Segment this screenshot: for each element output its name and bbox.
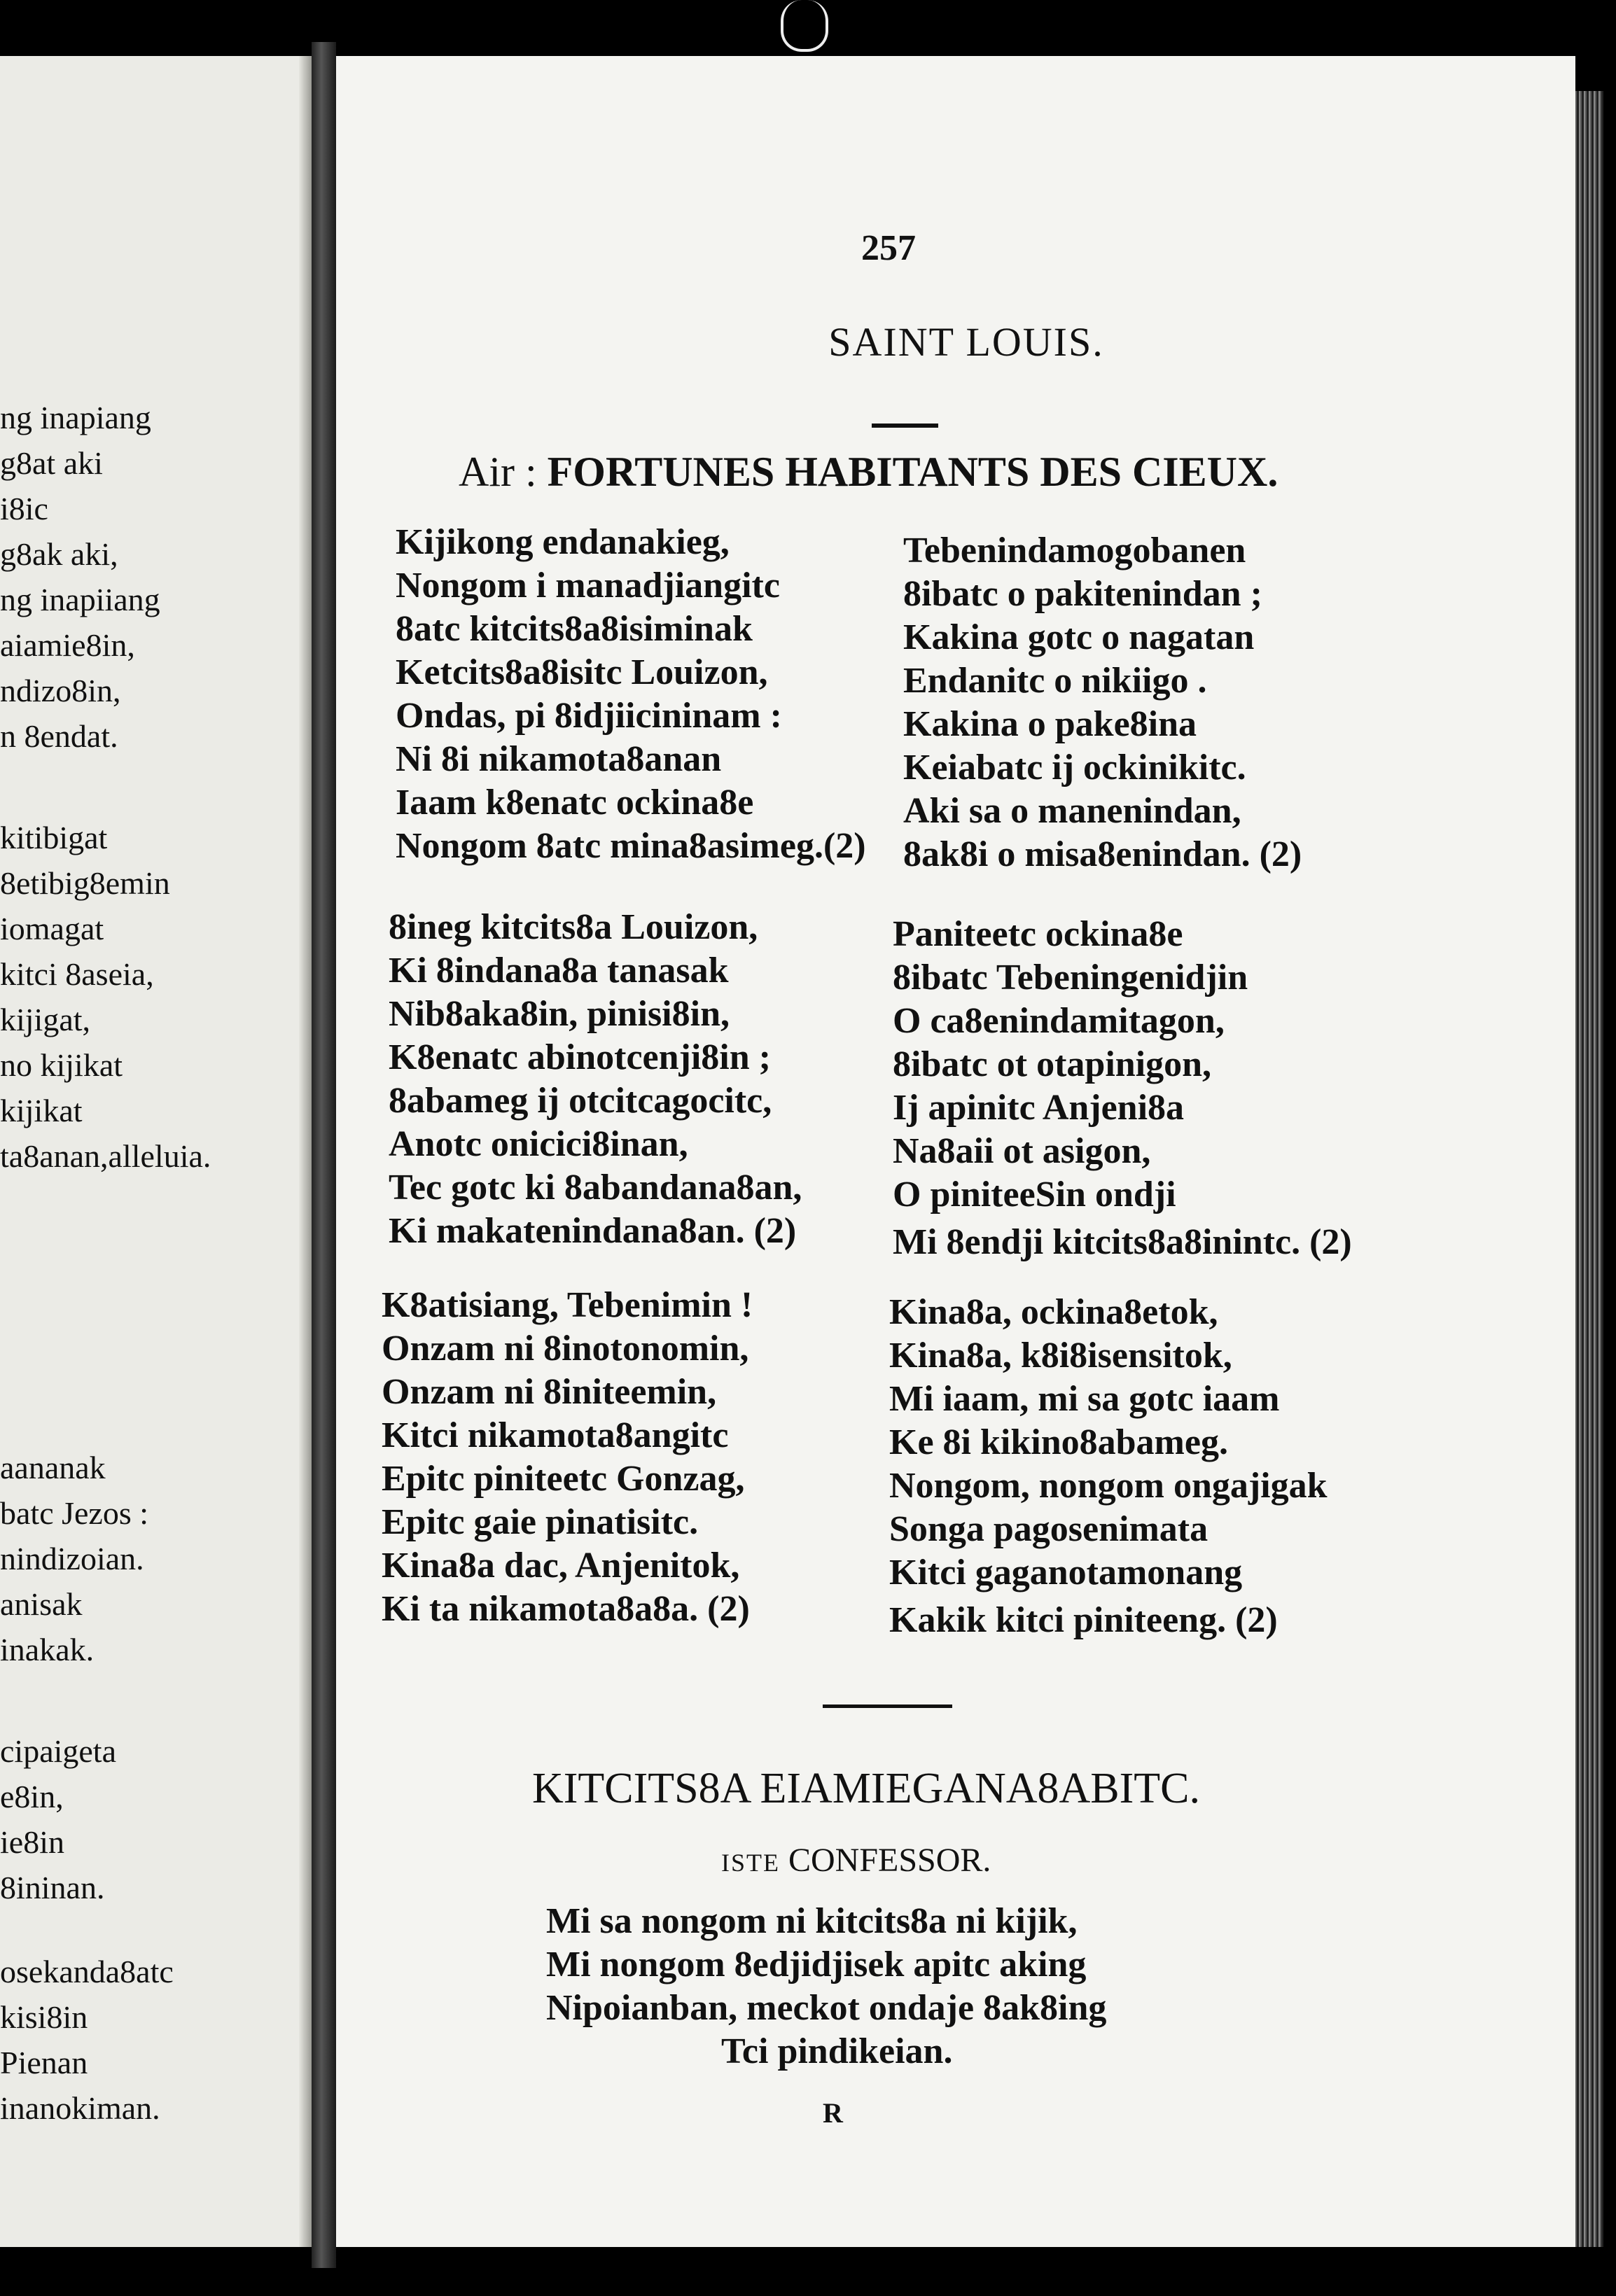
left-page-line: kitibigat bbox=[0, 820, 108, 855]
verse-line-left: Ki 8indana8a tanasak bbox=[389, 951, 729, 990]
verse-line-right: Ke 8i kikino8abameg. bbox=[889, 1422, 1228, 1462]
left-page-line: 8etibig8emin bbox=[0, 865, 170, 901]
verse-line-left: 8atc kitcits8a8isiminak bbox=[396, 609, 753, 649]
verse-line-left: Tec gotc ki 8abandana8an, bbox=[389, 1168, 802, 1208]
left-page-line: ng inapiang bbox=[0, 400, 151, 435]
left-page-line: kitci 8aseia, bbox=[0, 956, 154, 992]
subheading-text: CONFESSOR. bbox=[788, 1842, 991, 1879]
verse-line-left: Nongom i manadjiangitc bbox=[396, 566, 780, 606]
left-page-line: aananak bbox=[0, 1450, 106, 1485]
verse-line-left: Ni 8i nikamota8anan bbox=[396, 739, 722, 779]
verse-line-left: Nib8aka8in, pinisi8in, bbox=[389, 994, 730, 1034]
left-page-line: n 8endat. bbox=[0, 718, 118, 754]
verse-line-left: Nongom 8atc mina8asimeg.(2) bbox=[396, 826, 866, 866]
verse-line-right: Songa pagosenimata bbox=[889, 1509, 1208, 1549]
subheading-small-caps: ISTE bbox=[721, 1849, 780, 1877]
verse-line-right: Kakik kitci piniteeng. (2) bbox=[889, 1600, 1278, 1640]
verse-line-left: Kijikong endanakieg, bbox=[396, 522, 730, 562]
left-page-line: Pienan bbox=[0, 2045, 88, 2080]
verse-line-left: Ketcits8a8isitc Louizon, bbox=[396, 652, 768, 692]
verse-line-right: Endanitc o nikiigo . bbox=[903, 661, 1207, 701]
left-page-line: nindizoian. bbox=[0, 1541, 144, 1576]
section-rule bbox=[823, 1704, 952, 1708]
hymn-line: Mi sa nongom ni kitcits8a ni kijik, bbox=[546, 1901, 1078, 1941]
left-page-line: inakak. bbox=[0, 1632, 95, 1667]
verse-line-right: Kakina gotc o nagatan bbox=[903, 617, 1255, 657]
verse-line-right: Kakina o pake8ina bbox=[903, 704, 1197, 744]
left-page-line: inanokiman. bbox=[0, 2090, 160, 2126]
verse-line-left: K8atisiang, Tebenimin ! bbox=[382, 1285, 753, 1325]
verse-line-right: Tebenindamogobanen bbox=[903, 531, 1246, 570]
verse-line-left: 8abameg ij otcitcagocitc, bbox=[389, 1081, 772, 1121]
verse-line-right: Aki sa o manenindan, bbox=[903, 791, 1241, 831]
left-page-line: e8in, bbox=[0, 1779, 64, 1814]
verse-line-right: 8ibatc o pakitenindan ; bbox=[903, 574, 1262, 614]
verse-line-left: Iaam k8enatc ockina8e bbox=[396, 783, 754, 822]
page-number: 257 bbox=[861, 228, 916, 268]
verse-line-left: Onzam ni 8initeemin, bbox=[382, 1372, 717, 1412]
verse-line-right: O ca8enindamitagon, bbox=[893, 1001, 1225, 1041]
verse-line-right: Mi iaam, mi sa gotc iaam bbox=[889, 1379, 1280, 1419]
verse-line-right: Ij apinitc Anjeni8a bbox=[893, 1088, 1185, 1128]
air-name: FORTUNES HABITANTS DES CIEUX. bbox=[547, 449, 1279, 495]
verse-line-right: Kina8a, ockina8etok, bbox=[889, 1292, 1218, 1332]
verse-line-right: Nongom, nongom ongajigak bbox=[889, 1466, 1328, 1506]
verse-line-left: Onzam ni 8inotonomin, bbox=[382, 1329, 749, 1368]
hymn-line: Tci pindikeian. bbox=[721, 2031, 953, 2071]
left-page-line: kisi8in bbox=[0, 1999, 88, 2035]
verse-line-right: 8ibatc Tebeningenidjin bbox=[893, 958, 1248, 997]
section-heading: KITCITS8A EIAMIEGANA8ABITC. bbox=[532, 1765, 1201, 1812]
subheading bbox=[721, 1841, 991, 1879]
left-page-line: ng inapiiang bbox=[0, 582, 160, 617]
verse-line-left: K8enatc abinotcenji8in ; bbox=[389, 1037, 771, 1077]
left-page-line: anisak bbox=[0, 1586, 83, 1622]
left-page-line: ndizo8in, bbox=[0, 673, 121, 708]
verse-line-right: O piniteeSin ondji bbox=[893, 1175, 1176, 1214]
left-page-line: g8ak aki, bbox=[0, 536, 118, 572]
left-page-line: no kijikat bbox=[0, 1047, 123, 1083]
verse-line-right: Kina8a, k8i8isensitok, bbox=[889, 1336, 1232, 1376]
song-title: SAINT LOUIS. bbox=[828, 319, 1104, 365]
left-page-line: iomagat bbox=[0, 911, 104, 946]
verse-line-left: 8ineg kitcits8a Louizon, bbox=[389, 907, 758, 947]
left-page-line: batc Jezos : bbox=[0, 1495, 149, 1531]
verse-line-left: Epitc piniteetc Gonzag, bbox=[382, 1459, 745, 1499]
title-rule bbox=[872, 424, 938, 428]
signature-mark: R bbox=[823, 2097, 843, 2129]
left-page-line: g8at aki bbox=[0, 445, 103, 481]
verse-line-left: Kina8a dac, Anjenitok, bbox=[382, 1546, 740, 1586]
air-label: Air : bbox=[459, 449, 537, 495]
verse-line-right: Paniteetc ockina8e bbox=[893, 914, 1183, 954]
verse-line-left: Epitc gaie pinatisitc. bbox=[382, 1502, 699, 1542]
page-shadow bbox=[299, 56, 312, 2247]
verse-line-right: 8ibatc ot otapinigon, bbox=[893, 1044, 1212, 1084]
verse-line-right: Keiabatc ij ockinikitc. bbox=[903, 748, 1246, 788]
verse-line-left: Anotc onicici8inan, bbox=[389, 1124, 688, 1164]
verse-line-left: Ondas, pi 8idjiicininam : bbox=[396, 696, 782, 736]
book-gutter bbox=[312, 42, 336, 2268]
hymn-line: Mi nongom 8edjidjisek apitc aking bbox=[546, 1945, 1087, 1984]
left-page-line: ie8in bbox=[0, 1824, 64, 1860]
left-page-line: osekanda8atc bbox=[0, 1954, 174, 1989]
left-page-line: kijigat, bbox=[0, 1002, 91, 1037]
left-page-line: ta8anan,alleluia. bbox=[0, 1138, 211, 1174]
left-page-line: 8ininan. bbox=[0, 1870, 105, 1905]
hymn-line: Nipoianban, meckot ondaje 8ak8ing bbox=[546, 1988, 1107, 2028]
left-facing-page bbox=[0, 56, 312, 2247]
page-edges bbox=[1575, 91, 1603, 2247]
air-line bbox=[459, 448, 1278, 496]
verse-line-right: Kitci gaganotamonang bbox=[889, 1553, 1243, 1592]
verse-line-left: Kitci nikamota8angitc bbox=[382, 1415, 729, 1455]
left-page-line: kijikat bbox=[0, 1093, 83, 1128]
verse-line-left: Ki makatenindana8an. (2) bbox=[389, 1211, 797, 1251]
left-page-line: cipaigeta bbox=[0, 1733, 117, 1769]
binding-mark bbox=[781, 0, 828, 52]
left-page-line: aiamie8in, bbox=[0, 627, 135, 663]
verse-line-right: Mi 8endji kitcits8a8inintc. (2) bbox=[893, 1222, 1352, 1262]
verse-line-right: 8ak8i o misa8enindan. (2) bbox=[903, 834, 1302, 874]
verse-line-left: Ki ta nikamota8a8a. (2) bbox=[382, 1589, 750, 1629]
verse-line-right: Na8aii ot asigon, bbox=[893, 1131, 1151, 1171]
left-page-line: i8ic bbox=[0, 491, 48, 526]
